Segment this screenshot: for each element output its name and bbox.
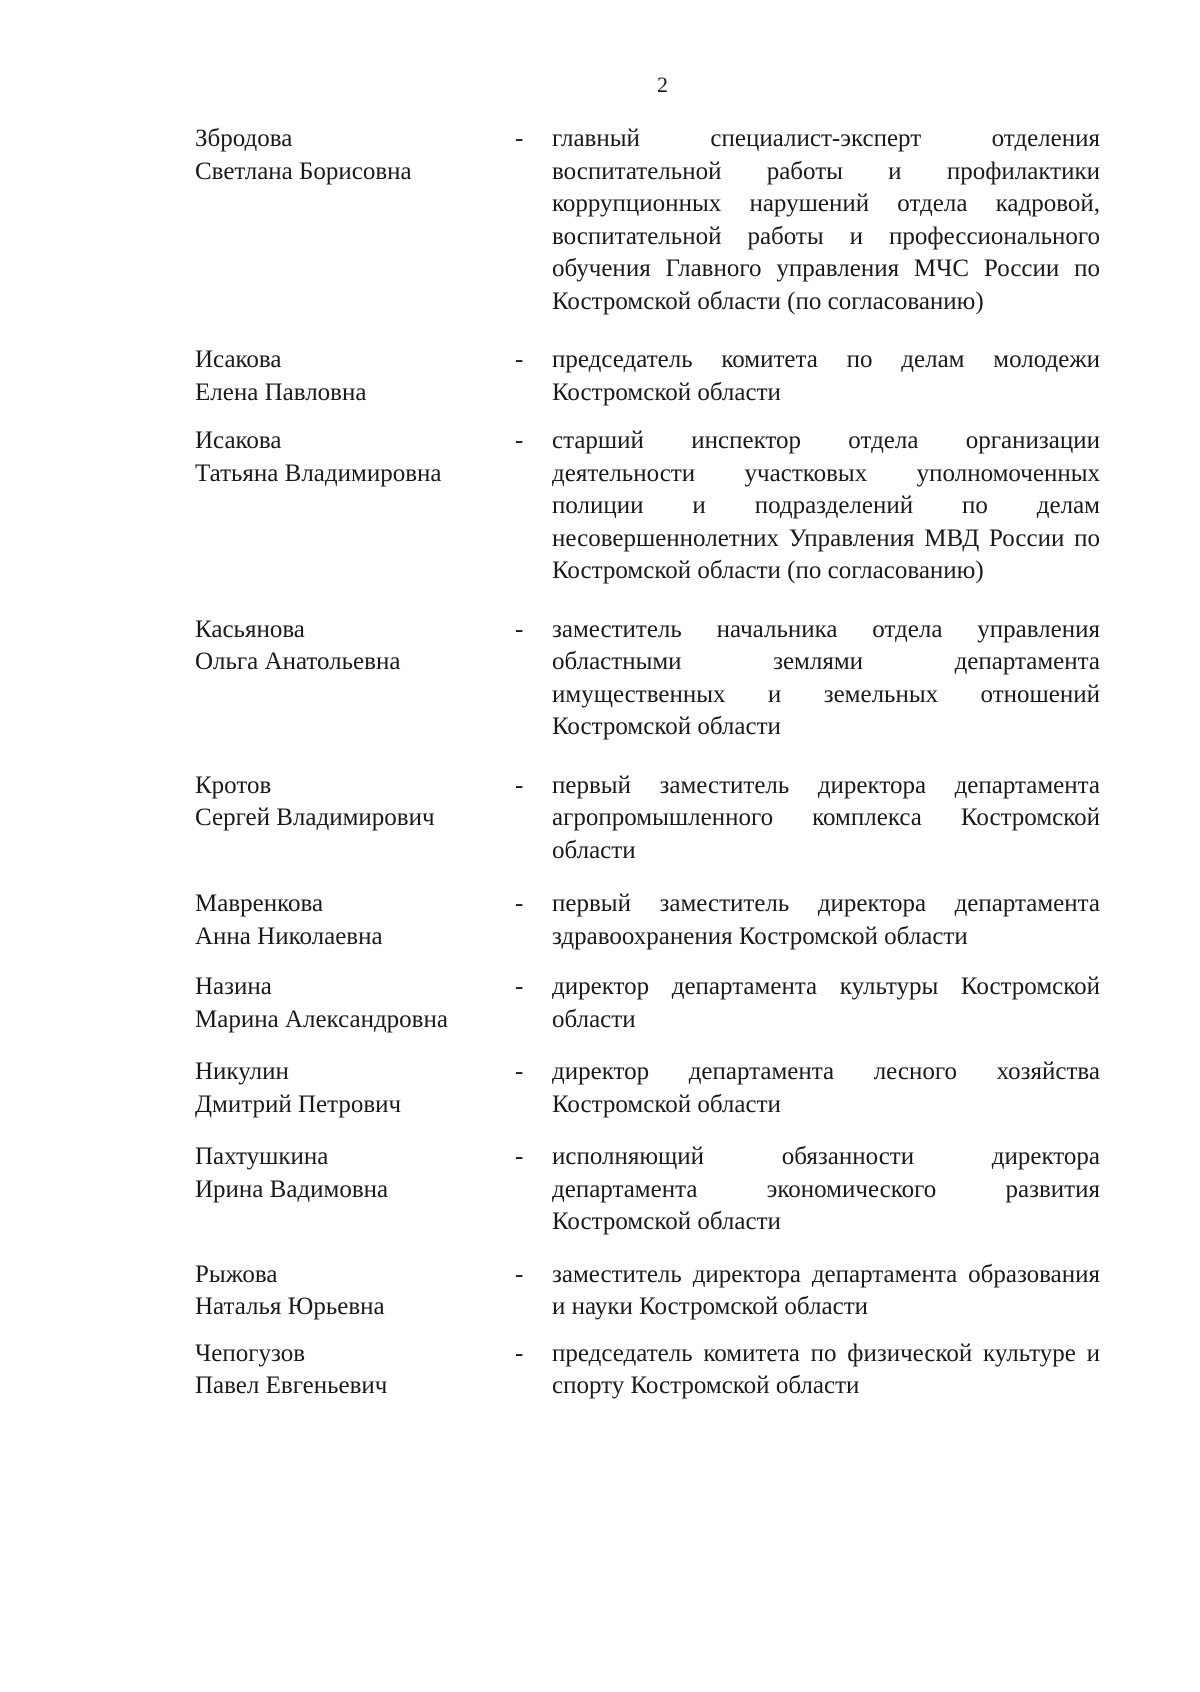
member-surname: Назина [195,973,272,1000]
member-given-name: Павел Евгеньевич [195,1372,388,1399]
member-name [195,888,515,953]
dash-separator: - [515,771,524,799]
member-surname: Пахтушкина [195,1143,329,1170]
dash-separator: - [515,346,524,373]
member-given-name: Марина Александровна [195,1005,448,1033]
member-name [195,1056,515,1121]
member-given-name: Сергей Владимирович [195,804,435,831]
list-item [195,888,1100,953]
member-name [195,1259,515,1324]
member-list [195,123,1100,1403]
member-surname: Исакова [195,427,282,454]
list-item [195,770,1100,868]
member-given-name: Анна Николаевна [195,922,383,950]
member-given-name: Елена Павловна [195,378,367,406]
member-position: заместитель директора департамента образования и науки Костромской области [552,1260,1100,1320]
member-surname: Касьянова [195,615,305,643]
list-item [195,1338,1100,1403]
member-position: председатель комитета по физической культуре и спорту Костромской области [552,1339,1100,1399]
member-position: директор департамента культуры Костромской области [552,973,1100,1033]
member-name [195,971,515,1036]
member-given-name: Наталья Юрьевна [195,1293,385,1320]
list-item [195,1056,1100,1121]
dash-separator: - [515,427,524,454]
member-surname: Исакова [195,346,282,373]
list-item [195,1141,1100,1239]
member-position: старший инспектор отдела организации деятельности участковых уполномоченных полиции и подразделений по делам несовершеннолетних Управления МВД России по Костромской области (по согласованию) [552,427,1100,584]
dash-separator: - [515,615,524,643]
member-position: директор департамента лесного хозяйства Костромской области [552,1058,1100,1118]
member-name [195,344,515,409]
member-name [195,425,515,490]
member-surname: Чепогузов [195,1339,306,1367]
dash-separator: - [515,1339,524,1367]
member-given-name: Ольга Анатольевна [195,648,401,675]
list-item [195,1259,1100,1324]
dash-separator: - [515,1260,524,1288]
dash-separator: - [515,1143,524,1170]
member-position: председатель комитета по делам молодежи Костромской области [552,346,1100,406]
member-name [195,123,515,188]
member-position: заместитель начальника отдела управления областными землями департамента имущественных и земельных отношений Костромской области [552,615,1100,740]
list-item [195,614,1100,744]
member-surname: Збродова [195,125,293,152]
member-name [195,770,515,835]
list-item [195,123,1100,318]
member-surname: Рыжова [195,1260,278,1288]
member-position: исполняющий обязанности директора департамента экономического развития Костромской области [552,1143,1100,1235]
member-surname: Мавренкова [195,890,324,917]
member-surname: Кротов [195,771,272,799]
dash-separator: - [515,890,524,917]
member-name [195,614,515,679]
member-given-name: Ирина Вадимовна [195,1175,389,1203]
dash-separator: - [515,1058,524,1085]
list-item [195,971,1100,1036]
list-item [195,425,1100,588]
member-surname: Никулин [195,1058,289,1085]
member-given-name: Татьяна Владимировна [195,459,442,487]
member-given-name: Дмитрий Петрович [195,1090,402,1118]
page-number: 2 [657,72,668,97]
member-position: первый заместитель директора департамента здравоохранения Костромской области [552,890,1100,950]
dash-separator: - [515,125,524,152]
member-given-name: Светлана Борисовна [195,157,412,185]
dash-separator: - [515,973,524,1000]
member-position: первый заместитель директора департамента агропромышленного комплекса Костромской области [552,771,1100,864]
member-name [195,1141,515,1206]
list-item [195,344,1100,409]
member-name [195,1338,515,1403]
member-position: главный специалист-эксперт отделения воспитательной работы и профилактики коррупционных нарушений отдела кадровой, воспитательной работы и профессионального обучения Главного управления МЧС России по Костромской области (по согласованию) [552,125,1100,315]
